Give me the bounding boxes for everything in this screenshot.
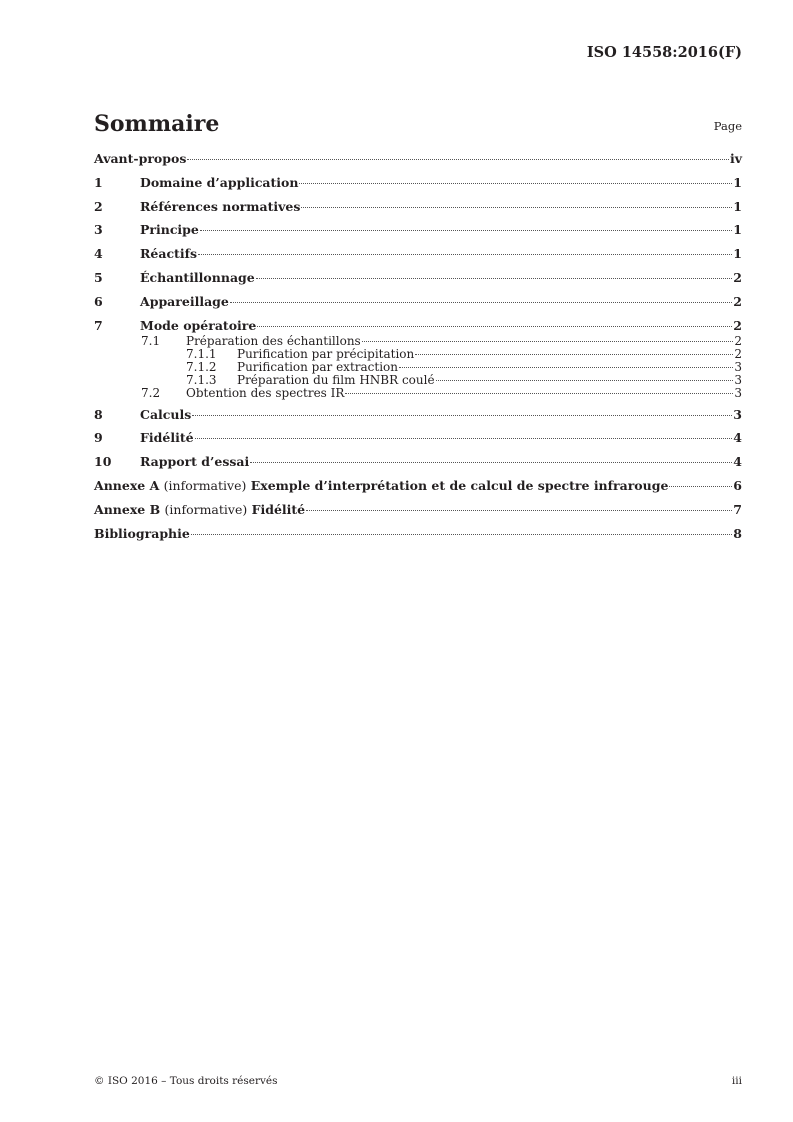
toc-entry-clause-5[interactable] bbox=[94, 270, 742, 294]
dot-leader bbox=[299, 183, 732, 184]
toc-entry-page: 2 bbox=[733, 269, 742, 285]
toc-entry-clause-9[interactable] bbox=[94, 430, 742, 454]
toc-entry-page: 4 bbox=[733, 430, 742, 446]
toc-entry-title: Appareillage bbox=[140, 293, 229, 309]
toc-entry-title: Exemple d’interprétation et de calcul de spectre infrarouge bbox=[250, 477, 669, 493]
toc-entry-clause-4[interactable] bbox=[94, 246, 742, 270]
dot-leader bbox=[257, 326, 732, 327]
toc-entry-title: Mode opératoire bbox=[140, 317, 257, 333]
toc-entry-page: 4 bbox=[733, 454, 742, 470]
toc-entry-title: Fidélité bbox=[140, 430, 194, 446]
toc-entry-number: 7.1.3 bbox=[186, 372, 217, 387]
toc-entry-number: 4 bbox=[94, 246, 103, 262]
toc-entry-clause-7-1[interactable] bbox=[94, 335, 742, 348]
toc-entry-clause-2[interactable] bbox=[94, 199, 742, 223]
toc-entry-number: 2 bbox=[94, 198, 103, 214]
dot-leader bbox=[192, 415, 732, 416]
page-column-label: Page bbox=[713, 119, 742, 133]
dot-leader bbox=[306, 510, 732, 511]
toc-entry-number: 7.1.1 bbox=[186, 346, 217, 361]
toc-entry-title: Obtention des spectres IR bbox=[186, 385, 345, 400]
toc-entry-clause-1[interactable] bbox=[94, 175, 742, 199]
toc-entry-clause-7-1-2[interactable] bbox=[94, 361, 742, 374]
toc-entry-number: 10 bbox=[94, 454, 112, 470]
toc-entry-number: 6 bbox=[94, 293, 103, 309]
page-number: iii bbox=[731, 1075, 742, 1087]
toc-entry-number: 5 bbox=[94, 269, 103, 285]
toc-entry-annex-b[interactable] bbox=[94, 502, 742, 526]
toc-entry-clause-7-2[interactable] bbox=[94, 387, 742, 407]
toc-entry-title: Calculs bbox=[140, 406, 192, 422]
toc-entry-page: 7 bbox=[733, 501, 742, 517]
toc-entry-title: Purification par extraction bbox=[237, 359, 398, 374]
toc-entry-annex-label: Annexe B bbox=[94, 501, 161, 517]
toc-entry-title: Principe bbox=[140, 222, 199, 238]
dot-leader bbox=[230, 302, 732, 303]
toc-entry-title: Rapport d’essai bbox=[140, 454, 250, 470]
dot-leader bbox=[187, 159, 729, 160]
copyright-notice: © ISO 2016 – Tous droits réservés bbox=[94, 1075, 278, 1087]
toc-entry-bibliography[interactable] bbox=[94, 526, 742, 550]
toc-entry-page: 8 bbox=[733, 525, 742, 541]
toc-entry-number: 7.1 bbox=[141, 333, 161, 348]
toc-entry-title: Échantillonnage bbox=[140, 269, 255, 285]
toc-entry-number: 1 bbox=[94, 174, 103, 190]
toc-entry-foreword[interactable] bbox=[94, 151, 742, 175]
dot-leader bbox=[399, 367, 733, 368]
toc-entry-clause-10[interactable] bbox=[94, 454, 742, 478]
toc-entry-clause-7[interactable] bbox=[94, 318, 742, 335]
toc-entry-page: 2 bbox=[734, 333, 742, 348]
toc-entry-page: 3 bbox=[733, 406, 742, 422]
toc-entry-clause-7-1-3[interactable] bbox=[94, 374, 742, 387]
toc-entry-number: 7.1.2 bbox=[186, 359, 217, 374]
toc-entry-title: Références normatives bbox=[140, 198, 301, 214]
toc-entry-title: Bibliographie bbox=[94, 525, 190, 541]
toc-entry-title: Réactifs bbox=[140, 246, 197, 262]
toc-entry-clause-6[interactable] bbox=[94, 294, 742, 318]
toc-entry-number: 9 bbox=[94, 430, 103, 446]
dot-leader bbox=[195, 438, 733, 439]
dot-leader bbox=[362, 341, 734, 342]
toc-entry-number: 7.2 bbox=[141, 385, 161, 400]
dot-leader bbox=[345, 393, 733, 394]
toc-entry-title: Domaine d’application bbox=[140, 174, 299, 190]
toc-entry-clause-3[interactable] bbox=[94, 222, 742, 246]
toc-entry-page: 2 bbox=[733, 293, 742, 309]
toc-entry-annex-qualifier: (informative) bbox=[164, 501, 248, 517]
dot-leader bbox=[436, 380, 734, 381]
document-id: ISO 14558:2016(F) bbox=[586, 44, 742, 61]
dot-leader bbox=[256, 278, 733, 279]
toc-entry-number: 7 bbox=[94, 317, 103, 333]
toc-entry-page: 3 bbox=[734, 359, 742, 374]
dot-leader bbox=[198, 254, 732, 255]
toc-entry-page: 1 bbox=[733, 222, 742, 238]
toc-entry-number: 8 bbox=[94, 406, 103, 422]
toc-entry-annex-a[interactable] bbox=[94, 478, 742, 502]
toc-entry-clause-7-1-1[interactable] bbox=[94, 348, 742, 361]
dot-leader bbox=[301, 207, 732, 208]
dot-leader bbox=[200, 230, 732, 231]
dot-leader bbox=[250, 462, 732, 463]
toc-entry-annex-label: Annexe A bbox=[94, 477, 160, 493]
toc-entry-page: 1 bbox=[733, 174, 742, 190]
dot-leader bbox=[191, 534, 732, 535]
toc-entry-page: iv bbox=[729, 151, 742, 166]
toc-entry-title: Avant-propos bbox=[94, 151, 187, 166]
toc-entry-clause-8[interactable] bbox=[94, 407, 742, 431]
dot-leader bbox=[669, 486, 732, 487]
toc-entry-title: Préparation du film HNBR coulé bbox=[237, 372, 435, 387]
toc-entry-page: 3 bbox=[734, 372, 742, 387]
toc-title: Sommaire bbox=[94, 111, 220, 137]
toc-entry-page: 3 bbox=[734, 385, 742, 400]
toc-entry-number: 3 bbox=[94, 222, 103, 238]
toc-entry-page: 2 bbox=[734, 346, 742, 361]
toc-entry-title: Préparation des échantillons bbox=[186, 333, 361, 348]
toc-entry-page: 2 bbox=[733, 317, 742, 333]
toc-entry-title: Fidélité bbox=[251, 501, 306, 517]
toc-entry-page: 1 bbox=[733, 198, 742, 214]
toc-entry-page: 6 bbox=[733, 477, 742, 493]
table-of-contents bbox=[94, 151, 742, 549]
dot-leader bbox=[415, 354, 733, 355]
toc-entry-title: Purification par précipitation bbox=[237, 346, 415, 361]
toc-entry-annex-qualifier: (informative) bbox=[163, 477, 247, 493]
toc-entry-page: 1 bbox=[733, 246, 742, 262]
